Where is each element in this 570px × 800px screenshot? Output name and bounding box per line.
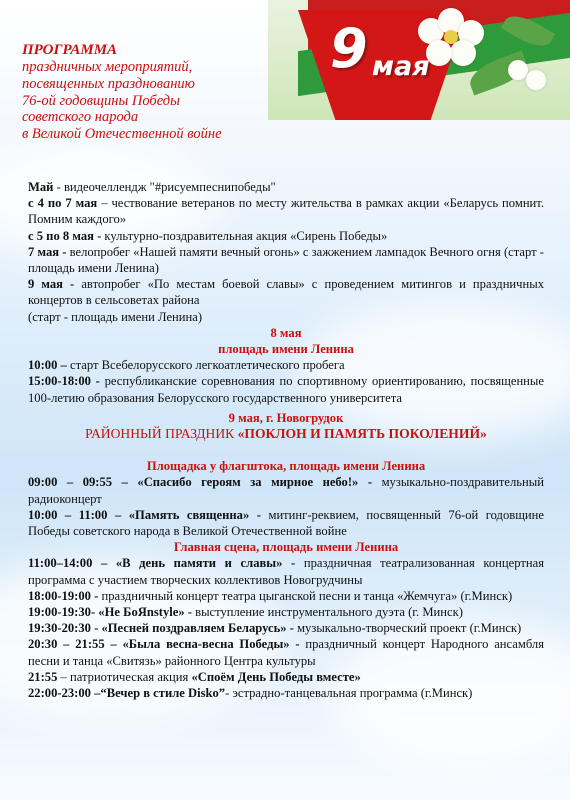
item-time: 15:00-18:00 - bbox=[28, 374, 100, 389]
schedule-item bbox=[28, 179, 544, 195]
item-time: 10:00 – bbox=[28, 358, 67, 373]
item-time: 7 мая - bbox=[28, 244, 67, 259]
victory-day-banner bbox=[268, 0, 570, 120]
banner-month-word: мая bbox=[372, 51, 430, 82]
schedule-item bbox=[28, 588, 544, 604]
item-time: 09:00 – 09:55 – «Спасибо героям за мирное небо!» - bbox=[28, 475, 373, 490]
item-time: 21:55 bbox=[28, 669, 58, 684]
schedule-item bbox=[28, 373, 544, 405]
schedule-item bbox=[28, 507, 544, 539]
item-text: митинг-реквием, посвященный 76-ой годовщине Победы советского народа в Великой Отечественной войне bbox=[28, 507, 544, 539]
schedule-item bbox=[28, 276, 544, 308]
holiday-title bbox=[28, 426, 544, 442]
item-text: велопробег «Нашей памяти вечный огонь» с зажжением лампадок Вечного огня (старт - площадь имени Ленина) bbox=[28, 244, 544, 276]
schedule-item bbox=[28, 357, 544, 373]
site-heading: Главная сцена, площадь имени Ленина bbox=[173, 540, 399, 555]
section-place: площадь имени Ленина bbox=[218, 342, 354, 357]
schedule-item bbox=[28, 228, 544, 244]
item-text: - видеочеллендж "#рисуемпеснипобеды" bbox=[53, 180, 276, 194]
site-heading: Площадка у флагштока, площадь имени Ленина bbox=[146, 459, 426, 474]
flower-icon bbox=[508, 60, 528, 80]
item-time: 9 мая - bbox=[28, 277, 75, 292]
item-text: культурно-поздравительная акция «Сирень Победы» bbox=[101, 228, 388, 243]
schedule-item bbox=[28, 669, 544, 685]
schedule-item bbox=[28, 309, 544, 325]
item-text: (старт - площадь имени Ленина) bbox=[28, 309, 203, 324]
schedule-item bbox=[28, 244, 544, 276]
item-time: 19:30-20:30 - «Песней поздравляем Беларусь» - bbox=[28, 621, 294, 636]
item-time: 22:00-23:00 –“Вечер в стиле Disko” bbox=[28, 686, 226, 701]
item-time: 10:00 – 11:00 – «Память священна» - bbox=[28, 507, 261, 522]
item-text: праздничный концерт театра цыганской песни и танца «Жемчуга» (г.Минск) bbox=[98, 588, 513, 603]
item-text: музыкально-поздравительный радиоконцерт bbox=[28, 475, 544, 506]
program-subtitle-line: 76-ой годовщины Победы bbox=[22, 92, 180, 109]
item-time: 19:00-19:30- «Не БоЯnstyle» - bbox=[28, 605, 192, 620]
item-text: автопробег «По местам боевой славы» с проведением митингов и праздничных концертов в сельсоветах района bbox=[28, 277, 545, 308]
item-time: 18:00-19:00 - bbox=[28, 588, 99, 603]
schedule-item bbox=[28, 474, 544, 506]
banner-day-number: 9 bbox=[330, 17, 368, 80]
program-subtitle-line: в Великой Отечественной войне bbox=[22, 126, 222, 143]
holiday-prefix: РАЙОННЫЙ ПРАЗДНИК bbox=[85, 426, 238, 442]
item-text: республиканские соревнования по спортивному ориентированию, посвященные 100-летию образования Белорусского государственного университета bbox=[28, 374, 544, 405]
schedule-item bbox=[28, 636, 544, 668]
item-time: с 4 по 7 мая bbox=[28, 196, 98, 211]
item-time: 20:30 – 21:55 – «Была весна-весна Победы» - bbox=[28, 637, 300, 652]
item-time: Май bbox=[28, 180, 54, 194]
flower-icon bbox=[526, 70, 546, 90]
item-text: - эстрадно-танцевальная программа (г.Минск) bbox=[225, 686, 473, 701]
section-date: 8 мая bbox=[270, 325, 302, 340]
item-text: – патриотическая акция bbox=[57, 669, 192, 684]
schedule-item bbox=[28, 685, 544, 701]
program-subtitle-line: советского народа bbox=[22, 109, 139, 126]
schedule-content bbox=[28, 179, 544, 701]
item-time: с 5 по 8 мая - bbox=[28, 228, 102, 243]
program-title: ПРОГРАММА bbox=[22, 42, 118, 58]
flower-icon bbox=[450, 40, 476, 66]
flower-center-icon bbox=[444, 30, 458, 44]
schedule-item bbox=[28, 555, 544, 587]
holiday-name: «ПОКЛОН И ПАМЯТЬ ПОКОЛЕНИЙ» bbox=[237, 426, 487, 442]
item-text: праздничный концерт Народного ансамбля песни и танца «Свитязь» районного Центра культуры bbox=[28, 637, 545, 668]
item-text: праздничная театрализованная концертная программа с участием творческих коллективов Новогрудчины bbox=[28, 556, 544, 587]
schedule-item bbox=[28, 604, 544, 620]
program-subtitle-line: посвященных празднованию bbox=[22, 75, 195, 92]
item-text: музыкально-творческий проект (г.Минск) bbox=[293, 621, 522, 636]
item-text: – чествование ветеранов по месту жительства в рамках акции «Беларусь помнит. Помним каждого» bbox=[28, 196, 544, 227]
item-title: «Споём День Победы вместе» bbox=[191, 669, 361, 684]
item-text: старт Всебелорусского легкоатлетического пробега bbox=[66, 358, 345, 373]
item-text: выступление инструментального дуэта (г. Минск) bbox=[191, 605, 463, 620]
item-time: 11:00–14:00 – «В день памяти и славы» - bbox=[28, 556, 296, 571]
program-header bbox=[22, 42, 282, 143]
section-date: 9 мая, г. Новогрудок bbox=[228, 410, 344, 425]
schedule-item bbox=[28, 195, 544, 227]
spacer bbox=[28, 442, 544, 458]
schedule-item bbox=[28, 620, 544, 636]
program-subtitle-line: праздничных мероприятий, bbox=[22, 59, 193, 75]
